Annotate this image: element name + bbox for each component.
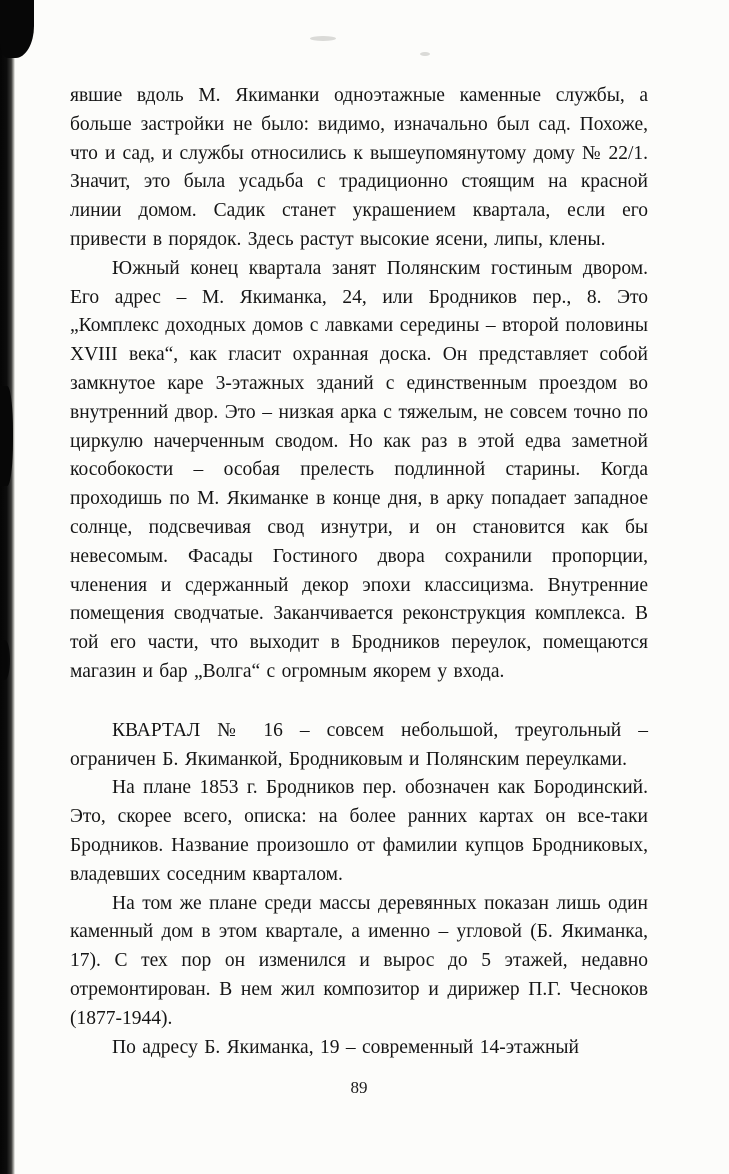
- scan-smudge: [420, 52, 430, 56]
- page-number: 89: [350, 1078, 368, 1097]
- scan-artifact-top: [0, 0, 34, 58]
- page-text: [70, 82, 648, 1062]
- paragraph: явшие вдоль М. Якиманки одноэтажные каменные службы, а больше застройки не было: видимо, изначально был сад. Похоже, что и сад, и службы относились к вышеупомянутому дому № 22/1. Значит, это была усадьба с традиционно стоящим на красной линии домом. Садик станет украшением квартала, если его привести в порядок. Здесь растут высокие ясени, липы, клены.: [70, 85, 648, 250]
- scan-binding-edge: [0, 0, 15, 1174]
- paragraph: По адресу Б. Якиманка, 19 – современный 14-этажный: [112, 1036, 579, 1058]
- scan-artifact-low: [0, 640, 10, 680]
- paragraph: На плане 1853 г. Бродников пер. обозначен как Бородинский. Это, скорее всего, описка: на более ранних картах он все-таки Бродников. Название произошло от фамилии купцов Бродниковых, владевших соседним кварталом.: [70, 777, 648, 885]
- paragraph: Южный конец квартала занят Полянским гостиным двором. Его адрес – М. Якиманка, 24, или Бродников пер., 8. Это „Комплекс доходных домов с лавками середины – второй половины XVIII века“, как гласит охранная доска. Он представляет собой замкнутое каре 3-этажных зданий с единственным проездом во внутренний двор. Это – низкая арка с тяжелым, не совсем точно по циркулю начерченным сводом. Но как раз в этой едва заметной кособокости – особая прелесть подлинной старины. Когда проходишь по М. Якиманке в конце дня, в арку попадает западное солнце, подсвечивая свод изнутри, и он становится как бы невесомым. Фасады Гостиного двора сохранили пропорции, членения и сдержанный декор эпохи классицизма. Внутренние помещения сводчатые. Заканчивается реконструкция комплекса. В той его части, что выходит в Бродников переулок, помещаются магазин и бар „Волга“ с огромным якорем у входа.: [70, 257, 648, 682]
- paragraph: КВАРТАЛ № 16 – совсем небольшой, треугольный – ограничен Б. Якиманкой, Бродниковым и Полянским переулками.: [70, 719, 648, 770]
- paragraph: На том же плане среди массы деревянных показан лишь один каменный дом в этом квартале, а именно – угловой (Б. Якиманка, 17). С тех пор он изменился и вырос до 5 этажей, недавно отремонтирован. В нем жил композитор и дирижер П.Г. Чесноков (1877-1944).: [70, 892, 648, 1029]
- scan-smudge: [310, 36, 336, 41]
- scan-artifact-mid: [0, 386, 13, 486]
